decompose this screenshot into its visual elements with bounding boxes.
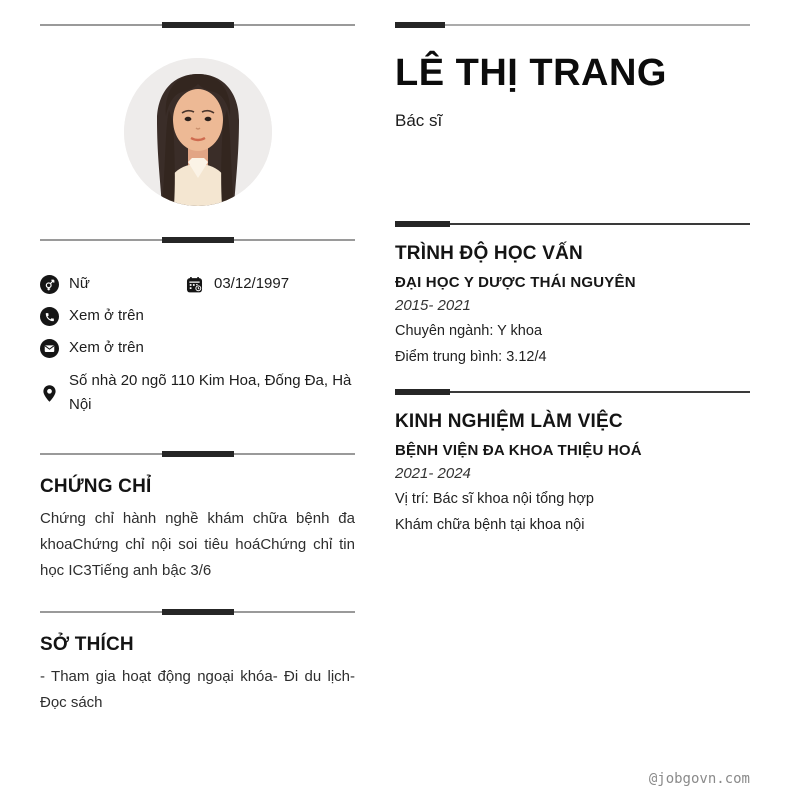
education-gpa: Điểm trung bình: 3.12/4: [395, 349, 547, 365]
experience-description: Khám chữa bệnh tại khoa nội: [395, 517, 585, 533]
experience-heading: KINH NGHIỆM LÀM VIỆC: [395, 411, 623, 432]
contact-row-gender-birthday: [40, 273, 355, 295]
divider-top-left: [40, 24, 355, 26]
profile-photo: [124, 58, 272, 206]
divider-under-photo: [40, 239, 355, 241]
education-period: 2015- 2021: [395, 297, 471, 314]
certificates-section: [40, 476, 355, 584]
education-major: Chuyên ngành: Y khoa: [395, 323, 543, 339]
divider-experience: [395, 391, 750, 393]
experience-company: BỆNH VIỆN ĐA KHOA THIỆU HOÁ: [395, 442, 642, 459]
divider-hobbies: [40, 611, 355, 613]
calendar-icon: [185, 275, 204, 294]
experience-section: [395, 411, 750, 534]
phone-icon: [40, 307, 59, 326]
certificates-heading: CHỨNG CHỈ: [40, 476, 152, 497]
birthday-item: [185, 273, 289, 295]
phone-item: [40, 305, 144, 327]
location-pin-icon: [40, 384, 59, 403]
divider-top-right: [395, 24, 750, 26]
email-icon: [40, 339, 59, 358]
phone-value: Xem ở trên: [69, 307, 144, 324]
gender-icon: [40, 275, 59, 294]
contact-list: [40, 273, 355, 417]
hobbies-heading: SỞ THÍCH: [40, 634, 134, 655]
gender-item: [40, 273, 185, 295]
contact-row-address: [40, 369, 355, 417]
address-value: Số nhà 20 ngõ 110 Kim Hoa, Đống Đa, Hà Nội: [69, 372, 352, 413]
right-column: [395, 0, 750, 534]
divider-certificates: [40, 453, 355, 455]
experience-period: 2021- 2024: [395, 465, 471, 482]
candidate-name: LÊ THỊ TRANG: [395, 52, 667, 94]
contact-row-phone: [40, 305, 355, 327]
job-title: Bác sĩ: [395, 111, 443, 130]
education-heading: TRÌNH ĐỘ HỌC VẤN: [395, 243, 583, 264]
email-item: [40, 337, 144, 359]
hobbies-section: [40, 634, 355, 716]
birthday-value: 03/12/1997: [214, 275, 290, 292]
experience-position: Vị trí: Bác sĩ khoa nội tổng hợp: [395, 491, 594, 507]
hobbies-body: - Tham gia hoạt động ngoại khóa- Đi du lịch- Đọc sách: [40, 668, 355, 711]
left-column: [40, 0, 355, 716]
watermark: @jobgovn.com: [648, 771, 750, 787]
education-section: [395, 243, 750, 366]
email-value: Xem ở trên: [69, 339, 144, 356]
education-school: ĐẠI HỌC Y DƯỢC THÁI NGUYÊN: [395, 274, 636, 291]
contact-row-email: [40, 337, 355, 359]
divider-education: [395, 223, 750, 225]
gender-value: Nữ: [69, 275, 90, 292]
certificates-body: Chứng chỉ hành nghề khám chữa bệnh đa khoaChứng chỉ nội soi tiêu hoáChứng chỉ tin học IC3Tiếng anh bậc 3/6: [40, 510, 355, 579]
